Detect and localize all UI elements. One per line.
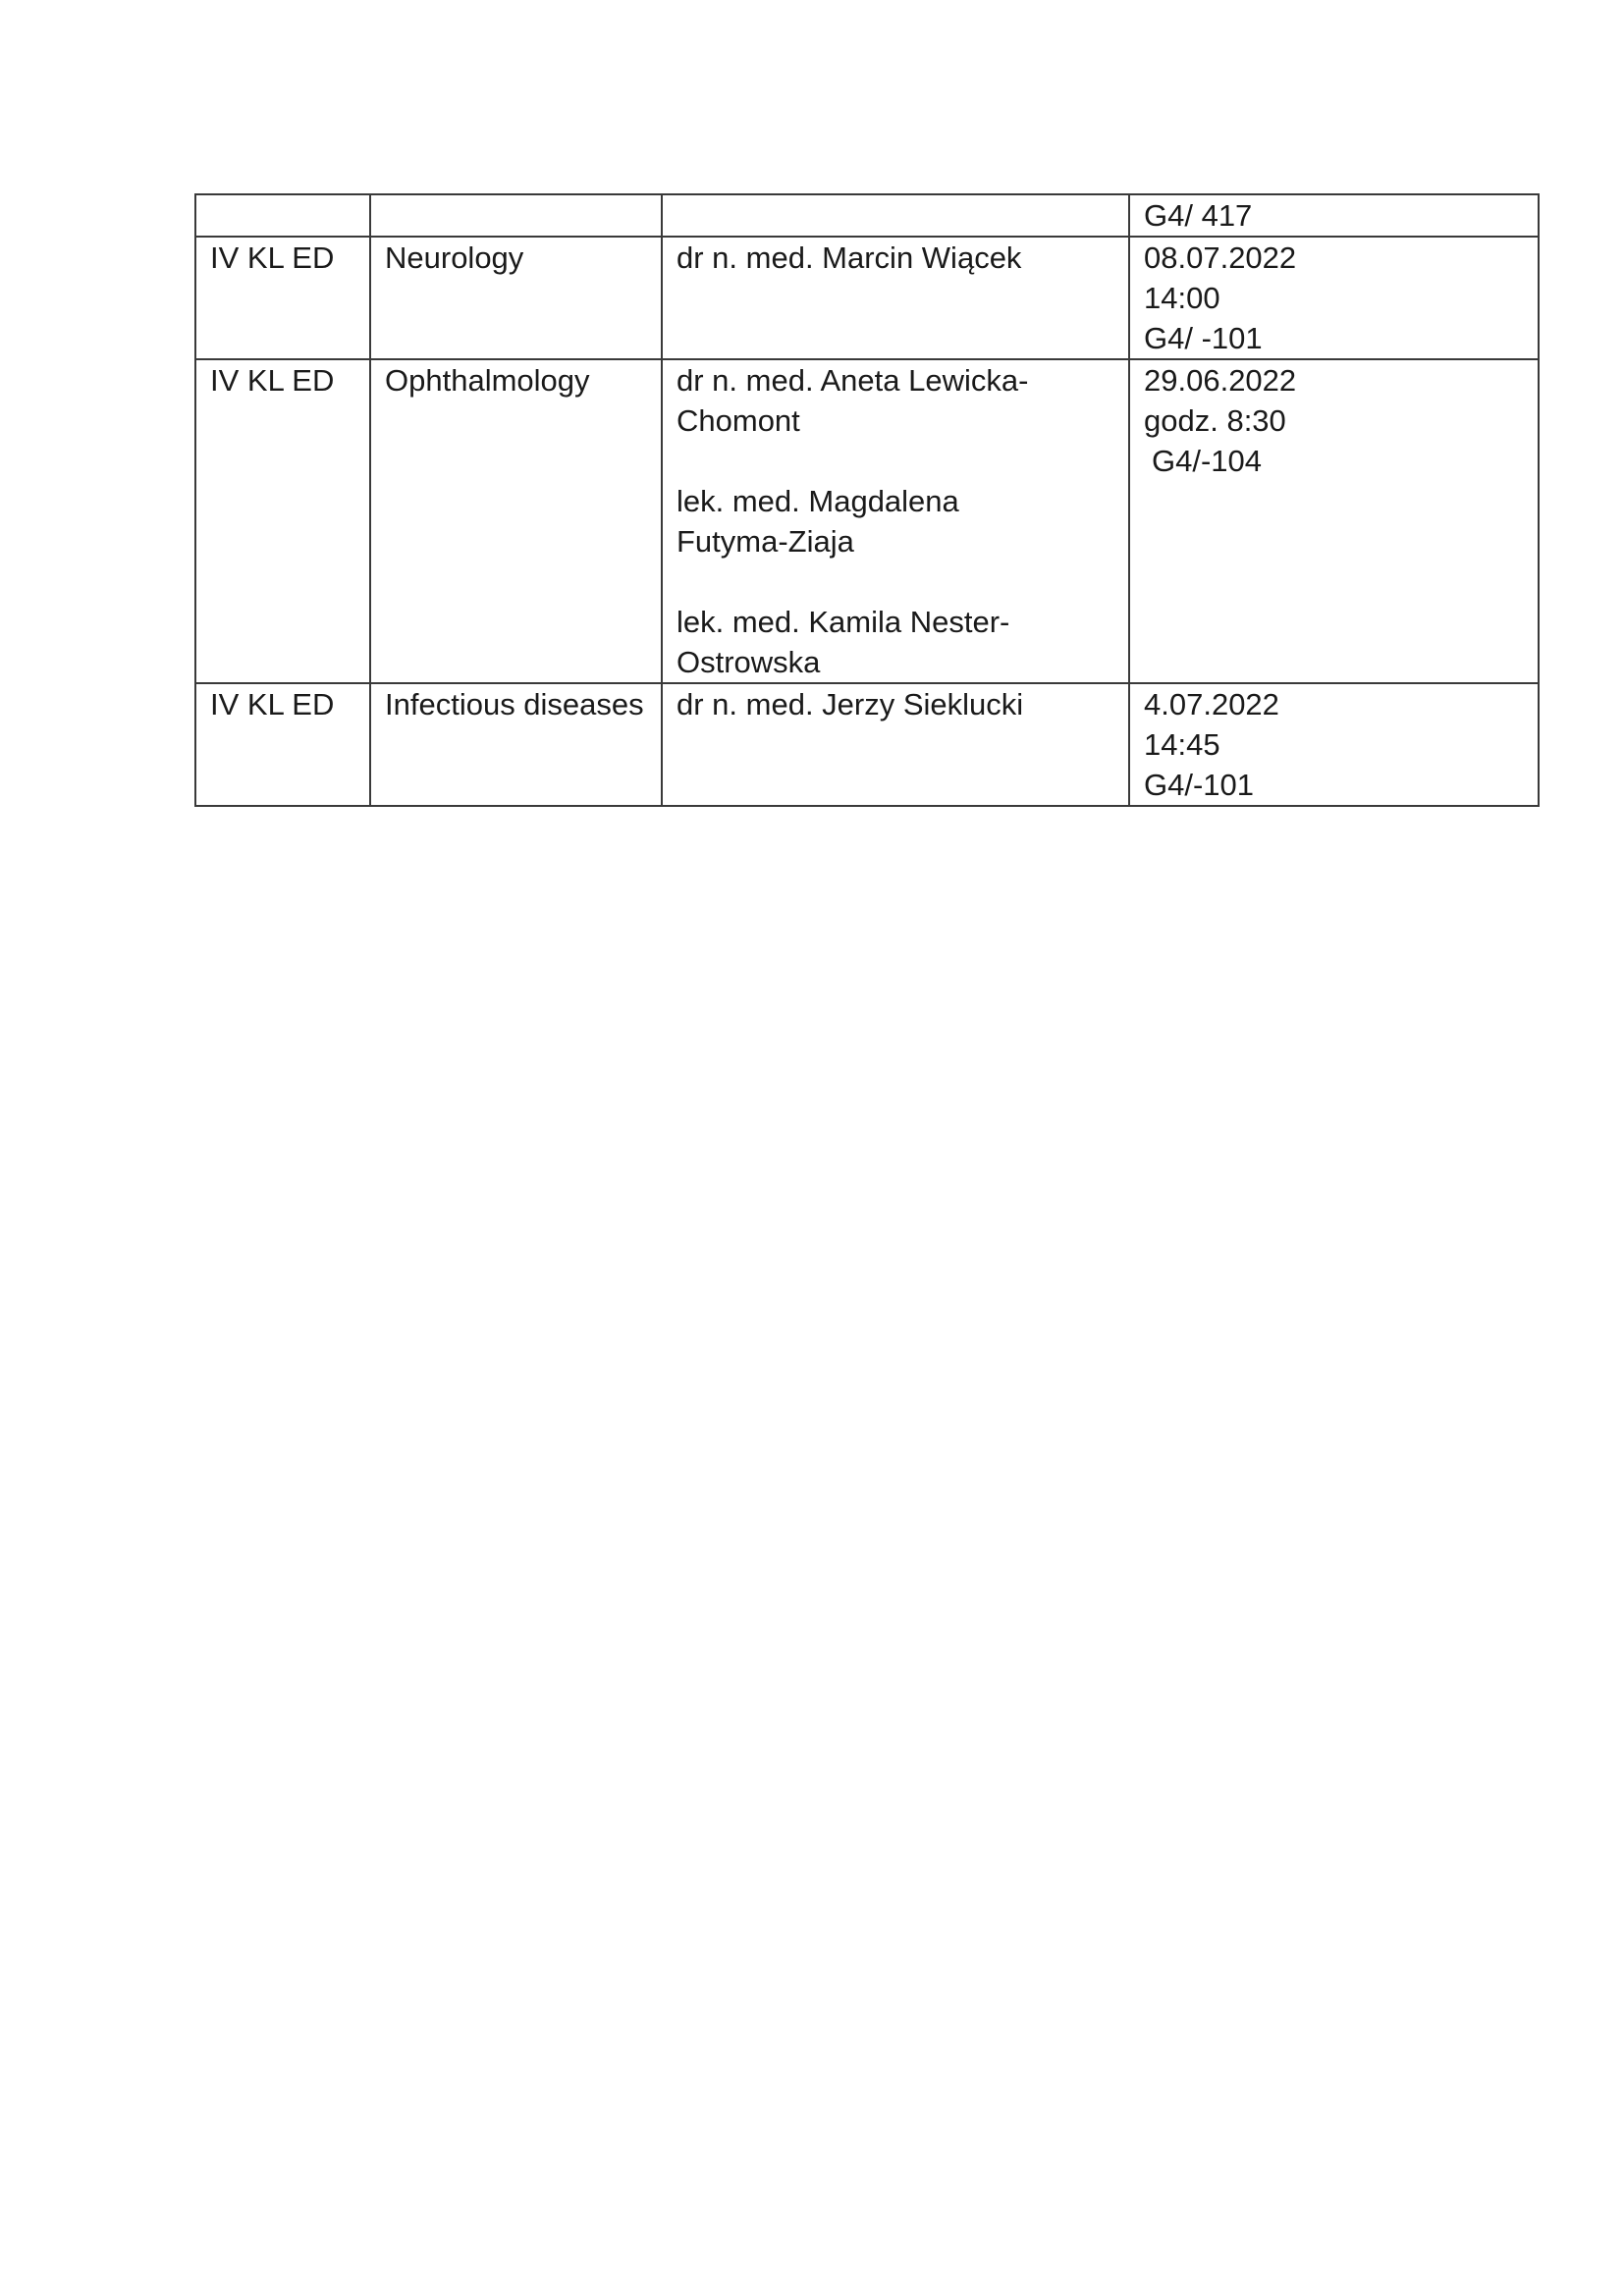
- teacher-cell: [662, 237, 1129, 359]
- schedule-table: [194, 193, 1540, 807]
- subject-cell: [370, 194, 662, 237]
- table-row: [195, 237, 1539, 359]
- teacher-name-cont: Chomont: [677, 403, 800, 438]
- teacher-name: lek. med. Kamila Nester-: [677, 605, 1010, 639]
- group-cell: IV KL ED: [195, 359, 370, 683]
- teacher-name-cont: Ostrowska: [677, 645, 821, 679]
- teacher-name-cont: Futyma-Ziaja: [677, 524, 854, 559]
- teacher-name: dr n. med. Jerzy Sieklucki: [677, 687, 1024, 721]
- term-room: G4/-104: [1152, 444, 1263, 478]
- term-cell: [1129, 683, 1539, 806]
- term-cell: [1129, 237, 1539, 359]
- teacher-name: lek. med. Magdalena: [677, 484, 959, 518]
- term-date: 29.06.2022: [1144, 363, 1297, 398]
- subject-cell: Neurology: [370, 237, 662, 359]
- subject-cell: Infectious diseases: [370, 683, 662, 806]
- teacher-name: dr n. med. Marcin Wiącek: [677, 240, 1022, 275]
- table-row: [195, 194, 1539, 237]
- group-cell: [195, 194, 370, 237]
- teacher-cell: [662, 194, 1129, 237]
- table-row: [195, 359, 1539, 683]
- term-room: G4/ 417: [1144, 198, 1253, 233]
- term-room: G4/-101: [1144, 768, 1255, 802]
- term-room: G4/ -101: [1144, 321, 1263, 355]
- teacher-name: dr n. med. Aneta Lewicka-: [677, 363, 1029, 398]
- term-cell: [1129, 194, 1539, 237]
- group-cell: IV KL ED: [195, 683, 370, 806]
- term-time: godz. 8:30: [1144, 403, 1286, 438]
- table-row: [195, 683, 1539, 806]
- teacher-cell: [662, 359, 1129, 683]
- term-time: 14:45: [1144, 727, 1220, 762]
- group-cell: IV KL ED: [195, 237, 370, 359]
- term-time: 14:00: [1144, 281, 1220, 315]
- teacher-cell: [662, 683, 1129, 806]
- term-date: 4.07.2022: [1144, 687, 1279, 721]
- subject-cell: Ophthalmology: [370, 359, 662, 683]
- term-cell: [1129, 359, 1539, 683]
- term-date: 08.07.2022: [1144, 240, 1297, 275]
